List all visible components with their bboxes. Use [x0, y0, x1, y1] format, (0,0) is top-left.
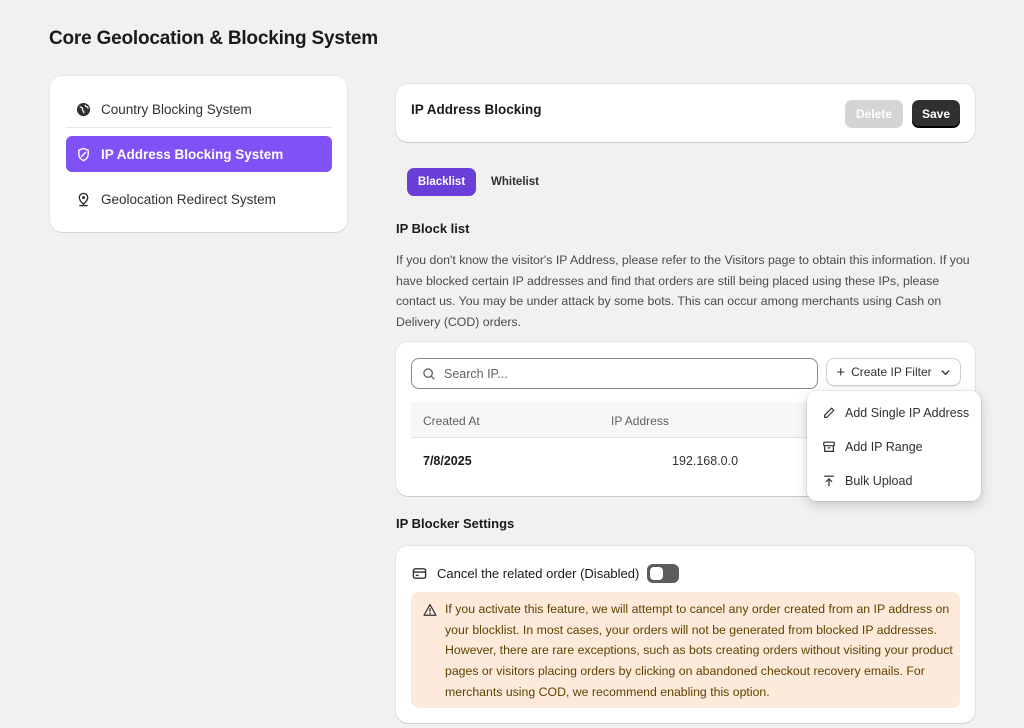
- header-card: [396, 84, 975, 142]
- menu-item-add-single-ip[interactable]: [815, 399, 975, 427]
- warning-text: If you activate this feature, we will attempt to cancel any order created from an IP address on your blocklist. In most cases, your orders will not be generated from blocked IP addresses. However, there are rare exceptions, such as bots creating orders without visiting your product pages or visitors placing orders by clicking on abandoned checkout recovery emails. For merchants using COD, we recommend enabling this option.: [445, 602, 953, 699]
- tab-blacklist[interactable]: Blacklist: [407, 168, 476, 196]
- sidebar-item-country-blocking[interactable]: [66, 91, 332, 127]
- settings-card: [396, 546, 975, 723]
- sidebar-nav: [50, 76, 347, 232]
- cancel-order-toggle[interactable]: [647, 564, 679, 583]
- menu-item-bulk-upload[interactable]: [815, 467, 975, 495]
- sidebar-item-label: Country Blocking System: [101, 101, 252, 117]
- search-input[interactable]: [411, 358, 818, 389]
- divider: [66, 127, 332, 128]
- warning-banner: [411, 592, 960, 708]
- tab-whitelist[interactable]: Whitelist: [491, 176, 539, 188]
- chevron-down-icon: [940, 367, 951, 378]
- warning-icon: [423, 603, 437, 617]
- menu-item-label: Add Single IP Address: [845, 406, 970, 420]
- cell-ip-address: 192.168.0.0: [672, 454, 739, 468]
- upload-icon: [822, 474, 836, 488]
- shield-icon: [76, 147, 91, 162]
- sidebar-item-label: Geolocation Redirect System: [101, 191, 276, 207]
- menu-item-label: Bulk Upload: [845, 474, 913, 488]
- create-filter-menu: [807, 391, 981, 501]
- cancel-order-label: Cancel the related order (Disabled): [437, 566, 640, 581]
- column-header-created-at: Created At: [423, 414, 480, 428]
- globe-icon: [76, 102, 91, 117]
- menu-item-label: Add IP Range: [845, 440, 923, 454]
- create-ip-filter-button[interactable]: [826, 358, 961, 386]
- cancel-order-row: [412, 564, 679, 583]
- delete-button[interactable]: Delete: [845, 100, 903, 128]
- search-icon: [422, 367, 436, 381]
- toggle-knob: [650, 567, 663, 580]
- settings-title: IP Blocker Settings: [396, 516, 515, 531]
- section-title: IP Address Blocking: [411, 102, 542, 117]
- column-header-ip-address: IP Address: [611, 414, 669, 428]
- credit-card-icon: [412, 566, 427, 581]
- page-title: Core Geolocation & Blocking System: [49, 28, 378, 49]
- create-ip-filter-label: Create IP Filter: [851, 365, 932, 379]
- sidebar-item-label: IP Address Blocking System: [101, 146, 284, 162]
- location-pin-icon: [76, 192, 91, 207]
- save-button[interactable]: Save: [912, 100, 960, 128]
- pencil-icon: [822, 406, 836, 420]
- menu-item-add-ip-range[interactable]: [815, 433, 975, 461]
- plus-icon: +: [836, 363, 846, 381]
- cell-created-at: 7/8/2025: [423, 454, 472, 468]
- block-list-description: If you don't know the visitor's IP Address, please refer to the Visitors page to obtain this information. If you have blocked certain IP addresses and find that orders are still being placed using these IPs, please contact us. You may be under attack by some bots. This can occur among merchants using Cash on Delivery (COD) orders.: [396, 253, 970, 329]
- block-list-title: IP Block list: [396, 221, 470, 236]
- sidebar-item-geolocation-redirect[interactable]: [66, 181, 332, 217]
- sidebar-item-ip-blocking[interactable]: [66, 136, 332, 172]
- archive-icon: [822, 440, 836, 454]
- search-placeholder: Search IP...: [444, 366, 508, 381]
